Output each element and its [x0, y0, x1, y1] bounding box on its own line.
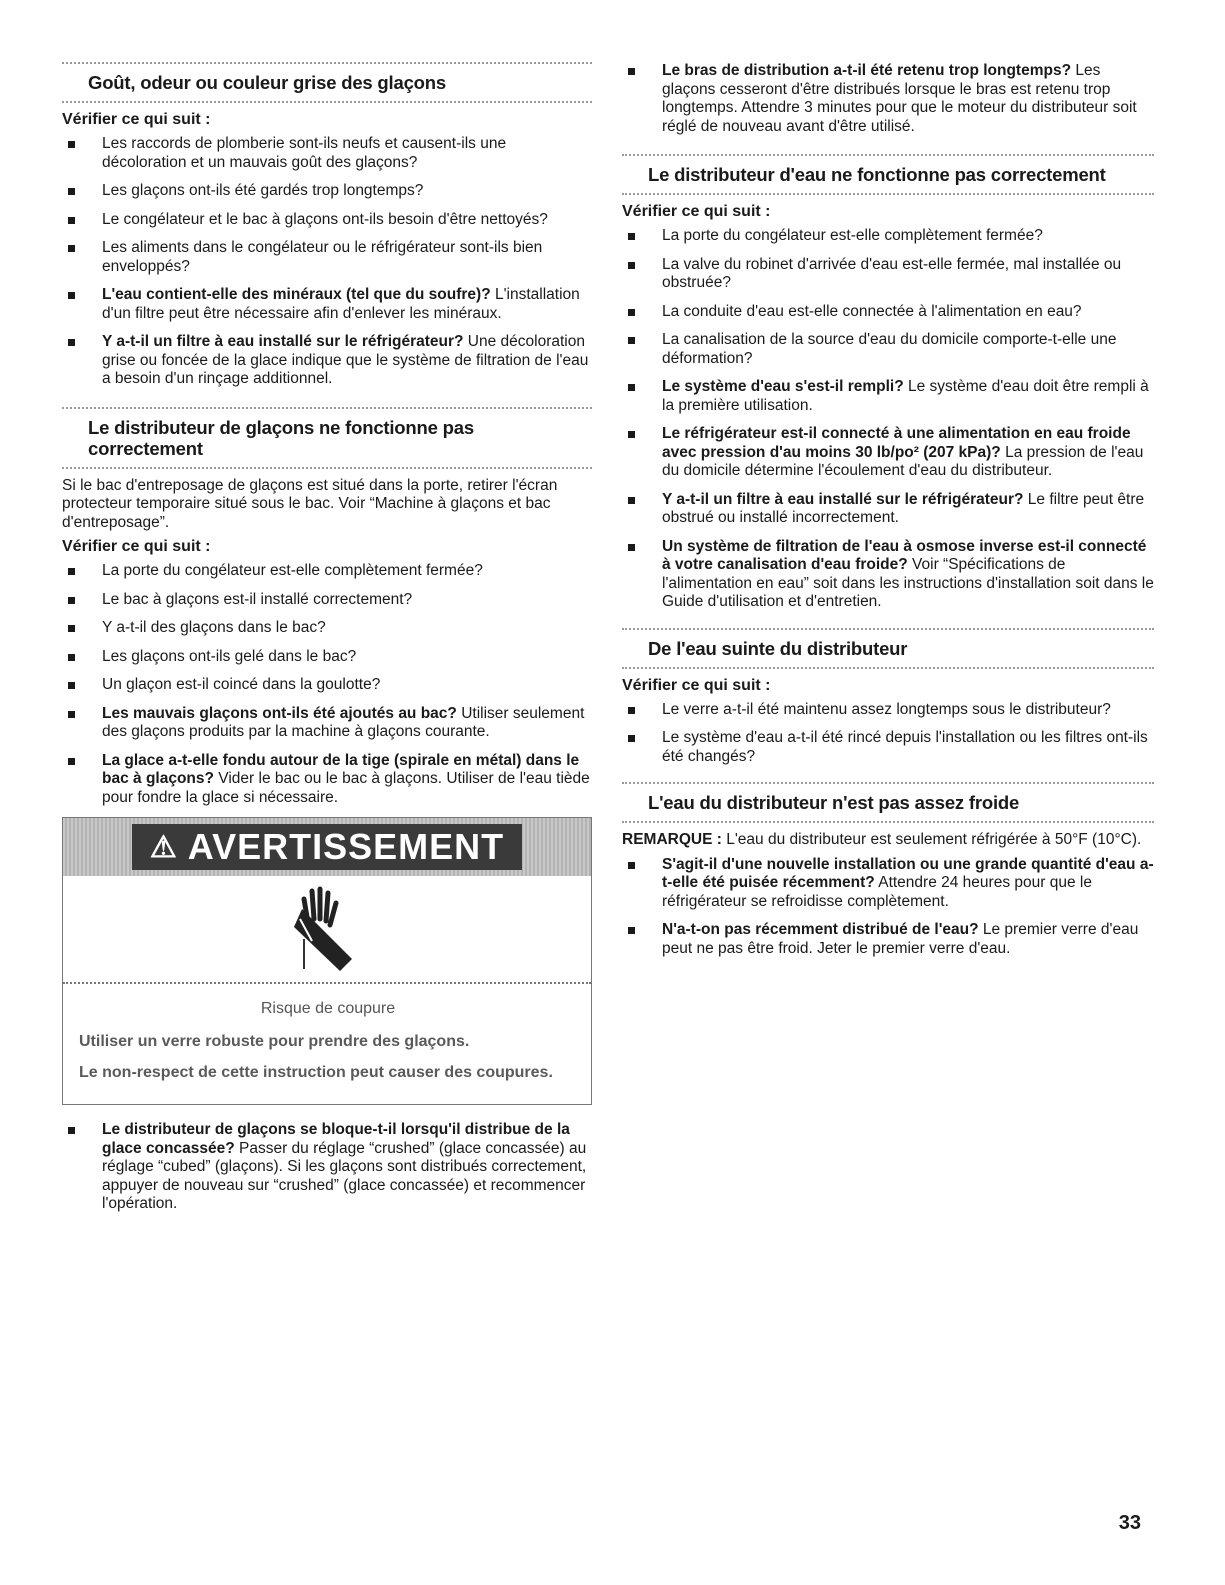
list-item	[622, 729, 1154, 766]
item-text: Les glaçons ont-ils gelé dans le bac?	[102, 647, 357, 665]
section-intro: Si le bac d'entreposage de glaçons est situé dans la porte, retirer l'écran protecteur temporaire situé sous le bac. Voir “Machine à glaçons et bac d'entreposage”.	[62, 476, 558, 531]
list-item	[62, 1121, 592, 1214]
item-question: Le système d'eau s'est-il rempli?	[662, 378, 904, 395]
section-header-water-dispenser	[622, 154, 1154, 195]
check-label: Vérifier ce qui suit :	[62, 538, 211, 555]
list-item	[62, 239, 592, 276]
cut-hand-icon	[282, 879, 372, 979]
item-text: Le bac à glaçons est-il installé correctement?	[102, 590, 413, 608]
list-item	[622, 227, 1154, 246]
list-item	[62, 211, 592, 230]
warning-box	[62, 817, 592, 1105]
bullet-list	[62, 135, 592, 389]
item-question: L'eau contient-elle des minéraux (tel que du soufre)?	[102, 286, 491, 303]
list-item	[622, 303, 1154, 322]
item-question: N'a-t-on pas récemment distribué de l'eau?	[662, 921, 979, 938]
item-text: La pression de l'eau du domicile détermine l'écoulement d'eau du distributeur.	[662, 443, 1144, 479]
check-label: Vérifier ce qui suit :	[622, 676, 771, 694]
item-text: Vider le bac ou le bac à glaçons. Utiliser de l'eau tiède pour fondre la glace si nécessaire.	[102, 770, 590, 806]
section-title: Le distributeur de glaçons ne fonctionne pas correctement	[88, 416, 474, 459]
item-text: Les glaçons ont-ils été gardés trop longtemps?	[102, 182, 424, 199]
list-item	[62, 591, 592, 610]
note-label: REMARQUE :	[622, 831, 722, 848]
item-text: La porte du congélateur est-elle complètement fermée?	[102, 562, 483, 579]
item-text: Le verre a-t-il été maintenu assez longtemps sous le distributeur?	[662, 700, 1111, 718]
item-text: La porte du congélateur est-elle complètement fermée?	[662, 227, 1043, 244]
list-item	[62, 705, 592, 742]
bullet-list	[622, 856, 1154, 959]
item-text: Les aliments dans le congélateur ou le réfrigérateur sont-ils bien enveloppés?	[102, 239, 543, 275]
item-text: Le système d'eau a-t-il été rincé depuis l'installation ou les filtres ont-ils été changés?	[662, 729, 1148, 765]
list-item	[622, 62, 1154, 136]
list-item	[622, 538, 1154, 612]
list-item	[62, 752, 592, 808]
item-question: Le distributeur de glaçons se bloque-t-il lorsqu'il distribue de la glace concassée?	[102, 1121, 570, 1157]
item-text: Passer du réglage “crushed” (glace concassée) au réglage “cubed” (glaçons). Si les glaçons sont distribués correctement, appuyer de nouveau sur “crushed” (glace concassée) et recommencer l'opération.	[102, 1139, 587, 1212]
list-item	[622, 701, 1154, 720]
bullet-list	[62, 562, 592, 807]
section-title: De l'eau suinte du distributeur	[648, 637, 908, 659]
list-item	[62, 648, 592, 667]
item-question: Y a-t-il un filtre à eau installé sur le réfrigérateur?	[662, 490, 1024, 508]
item-question: S'agit-il d'une nouvelle installation ou une grande quantité d'eau a-t-elle été puisée récemment?	[662, 855, 1154, 891]
right-column	[622, 62, 1154, 968]
item-question: Les mauvais glaçons ont-ils été ajoutés au bac?	[102, 704, 457, 722]
item-text: Les glaçons cesseront d'être distribués lorsque le bras est retenu trop longtemps. Attendre 3 minutes pour que le moteur du distributeur soit réglé de nouveau avant d'être utilisé.	[662, 62, 1137, 135]
list-item	[622, 256, 1154, 293]
list-item	[62, 182, 592, 201]
item-text: L'installation d'un filtre peut être nécessaire afin d'enlever les minéraux.	[102, 286, 580, 322]
bullet-list	[622, 62, 1154, 136]
list-item	[62, 286, 592, 323]
warning-instruction: Utiliser un verre robuste pour prendre des glaçons.	[79, 1033, 470, 1050]
item-question: Le bras de distribution a-t-il été retenu trop longtemps?	[662, 62, 1072, 79]
list-item	[62, 135, 592, 172]
item-text: Le système d'eau doit être rempli à la première utilisation.	[662, 378, 1149, 414]
page-number: 33	[1118, 1512, 1141, 1534]
section-title: Goût, odeur ou couleur grise des glaçons	[88, 72, 446, 93]
item-text: Un glaçon est-il coincé dans la goulotte?	[102, 676, 381, 693]
item-text: Une décoloration grise ou foncée de la glace indique que le système de filtration de l'eau a besoin d'un rinçage additionnel.	[102, 333, 589, 387]
section-header-taste	[62, 62, 592, 103]
list-item	[62, 333, 592, 389]
item-text: La conduite d'eau est-elle connectée à l'alimentation en eau?	[662, 302, 1082, 320]
list-item	[622, 856, 1154, 912]
list-item	[622, 425, 1154, 481]
warning-pictogram	[63, 876, 591, 984]
item-text: La canalisation de la source d'eau du domicile comporte-t-elle une déformation?	[662, 331, 1117, 367]
item-text: Attendre 24 heures pour que le réfrigérateur se refroidisse complètement.	[662, 874, 1092, 910]
warning-title: Risque de coupure	[260, 1000, 396, 1017]
item-text: Y a-t-il des glaçons dans le bac?	[102, 619, 326, 636]
list-item	[62, 676, 592, 695]
note	[622, 831, 1154, 850]
bullet-list	[622, 701, 1154, 767]
section-header-ice-dispenser	[62, 407, 592, 469]
list-item	[62, 562, 592, 581]
list-item	[622, 491, 1154, 528]
list-item	[622, 921, 1154, 958]
item-question: La glace a-t-elle fondu autour de la tige (spirale en métal) dans le bac à glaçons?	[102, 751, 580, 787]
note-text: L'eau du distributeur est seulement réfrigérée à 50°F (10°C).	[721, 831, 1142, 848]
bullet-list	[622, 227, 1154, 612]
bullet-list	[62, 1121, 592, 1214]
list-item	[622, 331, 1154, 368]
item-text: Voir “Spécifications de l'alimentation en eau” soit dans les instructions d'installation soit dans le Guide d'utilisation et d'entretien.	[662, 556, 1154, 610]
item-text: Les raccords de plomberie sont-ils neufs et causent-ils une décoloration et un mauvais goût des glaçons?	[102, 135, 507, 171]
item-question: Y a-t-il un filtre à eau installé sur le réfrigérateur?	[102, 333, 464, 350]
item-question: Le réfrigérateur est-il connecté à une alimentation en eau froide avec pression d'au moins 30 lb/po² (207 kPa)?	[662, 425, 1131, 461]
warning-consequence: Le non-respect de cette instruction peut causer des coupures.	[79, 1064, 553, 1081]
section-title: L'eau du distributeur n'est pas assez froide	[648, 792, 1020, 813]
warning-triangle-icon: ⚠	[149, 830, 178, 864]
warning-header-label: AVERTISSEMENT	[187, 826, 505, 867]
check-label: Vérifier ce qui suit :	[62, 111, 211, 128]
list-item	[622, 378, 1154, 415]
list-item	[62, 619, 592, 638]
warning-text	[63, 984, 591, 1104]
left-column	[62, 62, 592, 1224]
item-question: Un système de filtration de l'eau à osmose inverse est-il connecté à votre canalisation d'eau froide?	[662, 537, 1147, 573]
item-text: La valve du robinet d'arrivée d'eau est-elle fermée, mal installée ou obstruée?	[662, 255, 1122, 291]
section-header-leak	[622, 628, 1154, 669]
item-text: Le congélateur et le bac à glaçons ont-ils besoin d'être nettoyés?	[102, 210, 548, 228]
section-title: Le distributeur d'eau ne fonctionne pas correctement	[648, 164, 1106, 185]
item-text: Utiliser seulement des glaçons produits par la machine à glaçons courante.	[102, 704, 585, 740]
warning-header	[63, 818, 591, 876]
section-header-not-cold	[622, 782, 1154, 823]
check-label: Vérifier ce qui suit :	[622, 203, 771, 220]
item-text: Le premier verre d'eau peut ne pas être froid. Jeter le premier verre d'eau.	[662, 921, 1139, 957]
item-text: Le filtre peut être obstrué ou installé incorrectement.	[662, 490, 1145, 526]
